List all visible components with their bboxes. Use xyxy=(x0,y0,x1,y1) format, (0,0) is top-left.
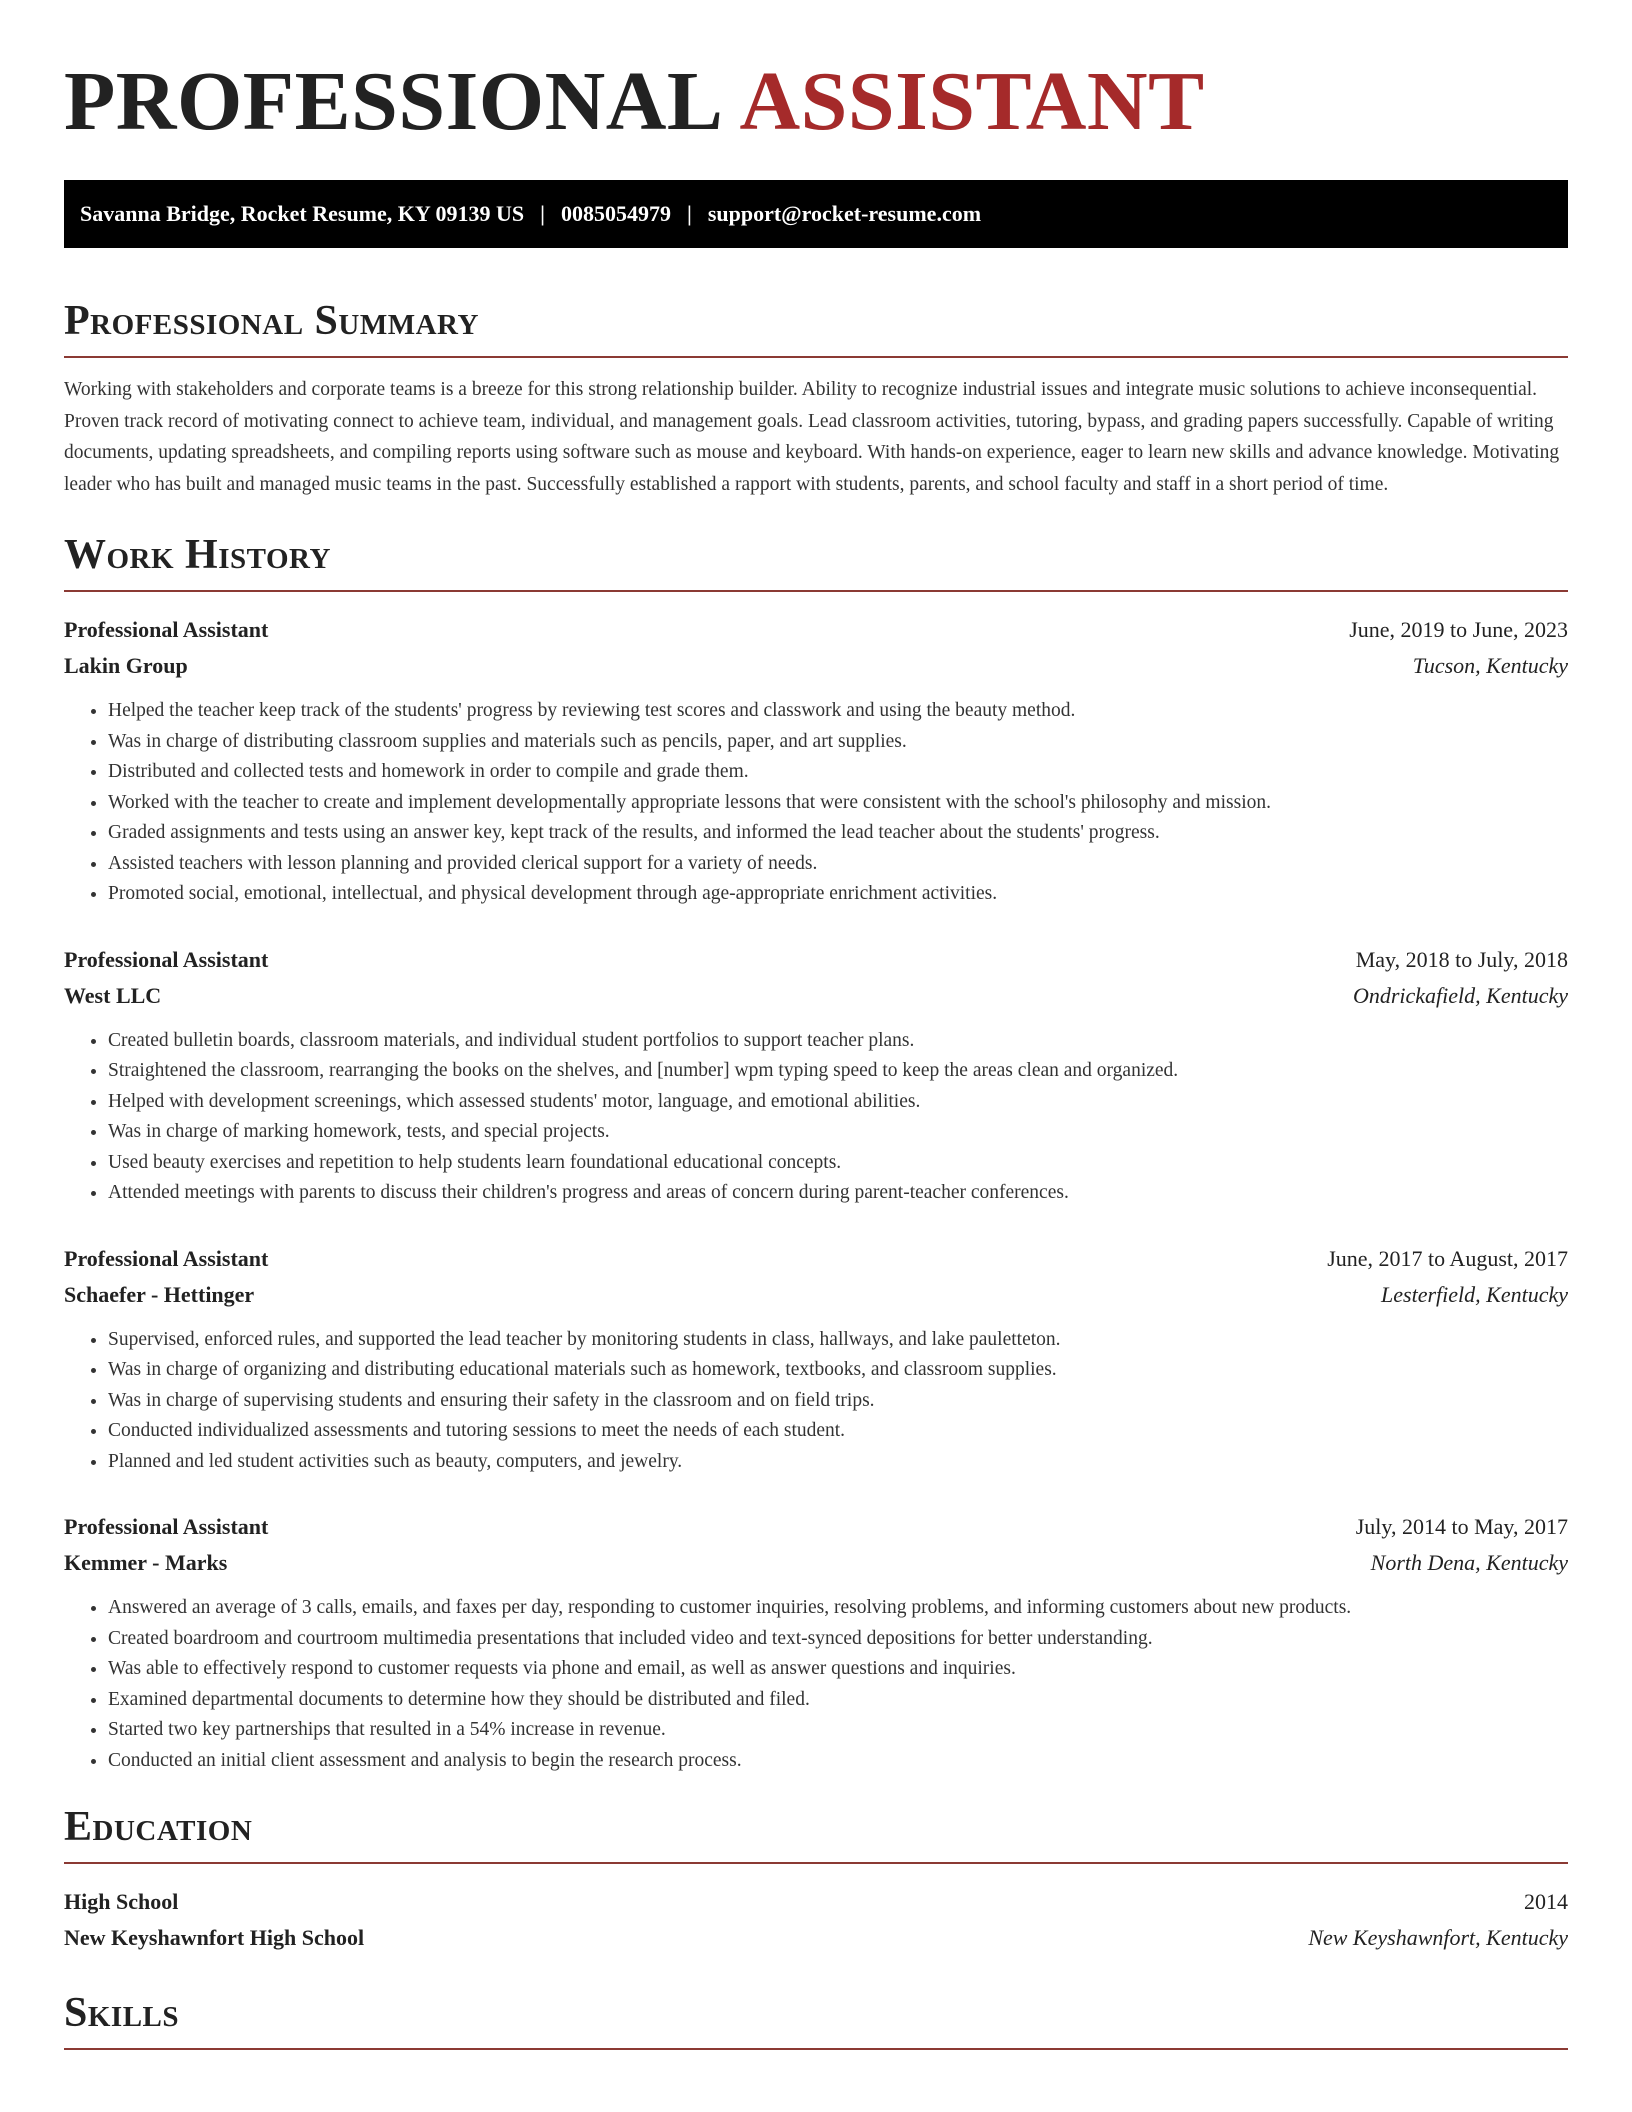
job-bullet: • Graded assignments and tests using an answer key, kept track of the results, and informed the lead teacher about the students' progress. xyxy=(108,818,1568,849)
job-bullet: • Created boardroom and courtroom multimedia presentations that included video and text-synced depositions for better understanding. xyxy=(108,1624,1568,1655)
job-dates: July, 2014 to May, 2017 xyxy=(1355,1514,1568,1539)
section-title-summary: Professional Summary xyxy=(64,300,1568,358)
job-bullet: • Used beauty exercises and repetition to help students learn foundational educational concepts. xyxy=(108,1148,1568,1179)
work-history-section xyxy=(64,534,1568,1776)
job-location: Tucson, Kentucky xyxy=(1412,653,1568,678)
education-school: New Keyshawnfort High School xyxy=(64,1925,365,1950)
job-bullets xyxy=(64,1325,1568,1478)
job-bullet: • Was able to effectively respond to customer requests via phone and email, as well as answer questions and inquiries. xyxy=(108,1654,1568,1685)
job-bullet: • Worked with the teacher to create and implement developmentally appropriate lessons that were consistent with the school's philosophy and mission. xyxy=(108,788,1568,819)
job-bullet: • Was in charge of marking homework, tests, and special projects. xyxy=(108,1117,1568,1148)
job-bullet: • Started two key partnerships that resulted in a 54% increase in revenue. xyxy=(108,1715,1568,1746)
job-entry xyxy=(64,1509,1568,1776)
summary-text: Working with stakeholders and corporate teams is a breeze for this strong relationship builder. Ability to recognize industrial issues and integrate music solutions to achieve inconsequential. Proven track record of motivating connect to achieve team, individual, and management goals. Lead classroom activities, tutoring, bypass, and grading papers successfully. Capable of writing documents, updating spreadsheets, and compiling reports using software such as mouse and keyboard. With hands-on experience, eager to learn new skills and advance knowledge. Motivating leader who has built and managed music teams in the past. Successfully established a rapport with students, parents, and school faculty and staff in a short period of time. xyxy=(64,379,1560,495)
job-bullet: • Promoted social, emotional, intellectual, and physical development through age-appropriate enrichment activities. xyxy=(108,879,1568,910)
job-bullet: • Planned and led student activities such as beauty, computers, and jewelry. xyxy=(108,1447,1568,1478)
contact-email: support@rocket-resume.com xyxy=(707,201,982,226)
job-dates: June, 2017 to August, 2017 xyxy=(1327,1245,1568,1271)
job-title: Professional Assistant xyxy=(64,1245,269,1271)
job-bullets xyxy=(64,1593,1568,1776)
first-name: PROFESSIONAL xyxy=(64,55,724,148)
job-title: Professional Assistant xyxy=(64,1514,269,1539)
skills-section xyxy=(64,1992,1568,2050)
job-dates: May, 2018 to July, 2018 xyxy=(1355,946,1568,972)
job-bullet: • Helped with development screenings, which assessed students' motor, language, and emotional abilities. xyxy=(108,1087,1568,1118)
job-bullet: • Was in charge of organizing and distributing educational materials such as homework, textbooks, and classroom supplies. xyxy=(108,1355,1568,1386)
education-location: New Keyshawnfort, Kentucky xyxy=(1308,1925,1568,1950)
job-bullet: • Conducted an initial client assessment and analysis to begin the research process. xyxy=(108,1746,1568,1777)
section-title-work-history: Work History xyxy=(64,534,1568,592)
job-company: West LLC xyxy=(64,982,162,1008)
education-degree: High School xyxy=(64,1889,179,1914)
contact-separator: | xyxy=(540,201,545,226)
job-location: North Dena, Kentucky xyxy=(1370,1550,1568,1575)
job-bullet: • Created bulletin boards, classroom materials, and individual student portfolios to support teacher plans. xyxy=(108,1026,1568,1057)
job-bullet: • Examined departmental documents to determine how they should be distributed and filed. xyxy=(108,1685,1568,1716)
education-year: 2014 xyxy=(1524,1889,1568,1914)
section-title-skills: Skills xyxy=(64,1992,1568,2050)
job-title: Professional Assistant xyxy=(64,617,269,642)
last-name: ASSISTANT xyxy=(739,55,1205,148)
job-bullet: • Attended meetings with parents to discuss their children's progress and areas of concern during parent-teacher conferences. xyxy=(108,1178,1568,1209)
contact-address: Savanna Bridge, Rocket Resume, KY 09139 US xyxy=(80,201,525,226)
resume-name xyxy=(64,55,1568,148)
education-entry xyxy=(64,1884,1568,1956)
job-company: Schaefer - Hettinger xyxy=(64,1281,255,1307)
job-location: Lesterfield, Kentucky xyxy=(1381,1281,1568,1307)
section-title-education: Education xyxy=(64,1806,1568,1864)
job-bullet: • Assisted teachers with lesson planning and provided clerical support for a variety of needs. xyxy=(108,849,1568,880)
job-bullet: • Helped the teacher keep track of the students' progress by reviewing test scores and classwork and using the beauty method. xyxy=(108,696,1568,727)
job-bullet: • Supervised, enforced rules, and supported the lead teacher by monitoring students in class, hallways, and lake pauletteton. xyxy=(108,1325,1568,1356)
job-bullet: • Answered an average of 3 calls, emails, and faxes per day, responding to customer inquiries, resolving problems, and informing customers about new products. xyxy=(108,1593,1568,1624)
job-title: Professional Assistant xyxy=(64,946,269,972)
job-entry xyxy=(64,942,1568,1209)
summary-section xyxy=(64,300,1568,500)
job-bullet: • Conducted individualized assessments and tutoring sessions to meet the needs of each student. xyxy=(108,1416,1568,1447)
job-bullet: • Was in charge of distributing classroom supplies and materials such as pencils, paper, and art supplies. xyxy=(108,727,1568,758)
job-bullets xyxy=(64,1026,1568,1209)
job-entry xyxy=(64,612,1568,910)
job-bullet: • Straightened the classroom, rearranging the books on the shelves, and [number] wpm typing speed to keep the areas clean and organized. xyxy=(108,1056,1568,1087)
education-section xyxy=(64,1806,1568,1956)
job-bullet: • Was in charge of supervising students and ensuring their safety in the classroom and on field trips. xyxy=(108,1386,1568,1417)
job-company: Lakin Group xyxy=(64,653,188,678)
contact-separator: | xyxy=(686,201,692,226)
job-bullet: • Distributed and collected tests and homework in order to compile and grade them. xyxy=(108,757,1568,788)
contact-bar xyxy=(64,180,1568,248)
job-company: Kemmer - Marks xyxy=(64,1550,228,1575)
job-entry xyxy=(64,1241,1568,1478)
job-location: Ondrickafield, Kentucky xyxy=(1352,982,1568,1008)
job-bullets xyxy=(64,696,1568,910)
job-dates: June, 2019 to June, 2023 xyxy=(1349,617,1568,642)
contact-phone: 0085054979 xyxy=(560,201,671,226)
